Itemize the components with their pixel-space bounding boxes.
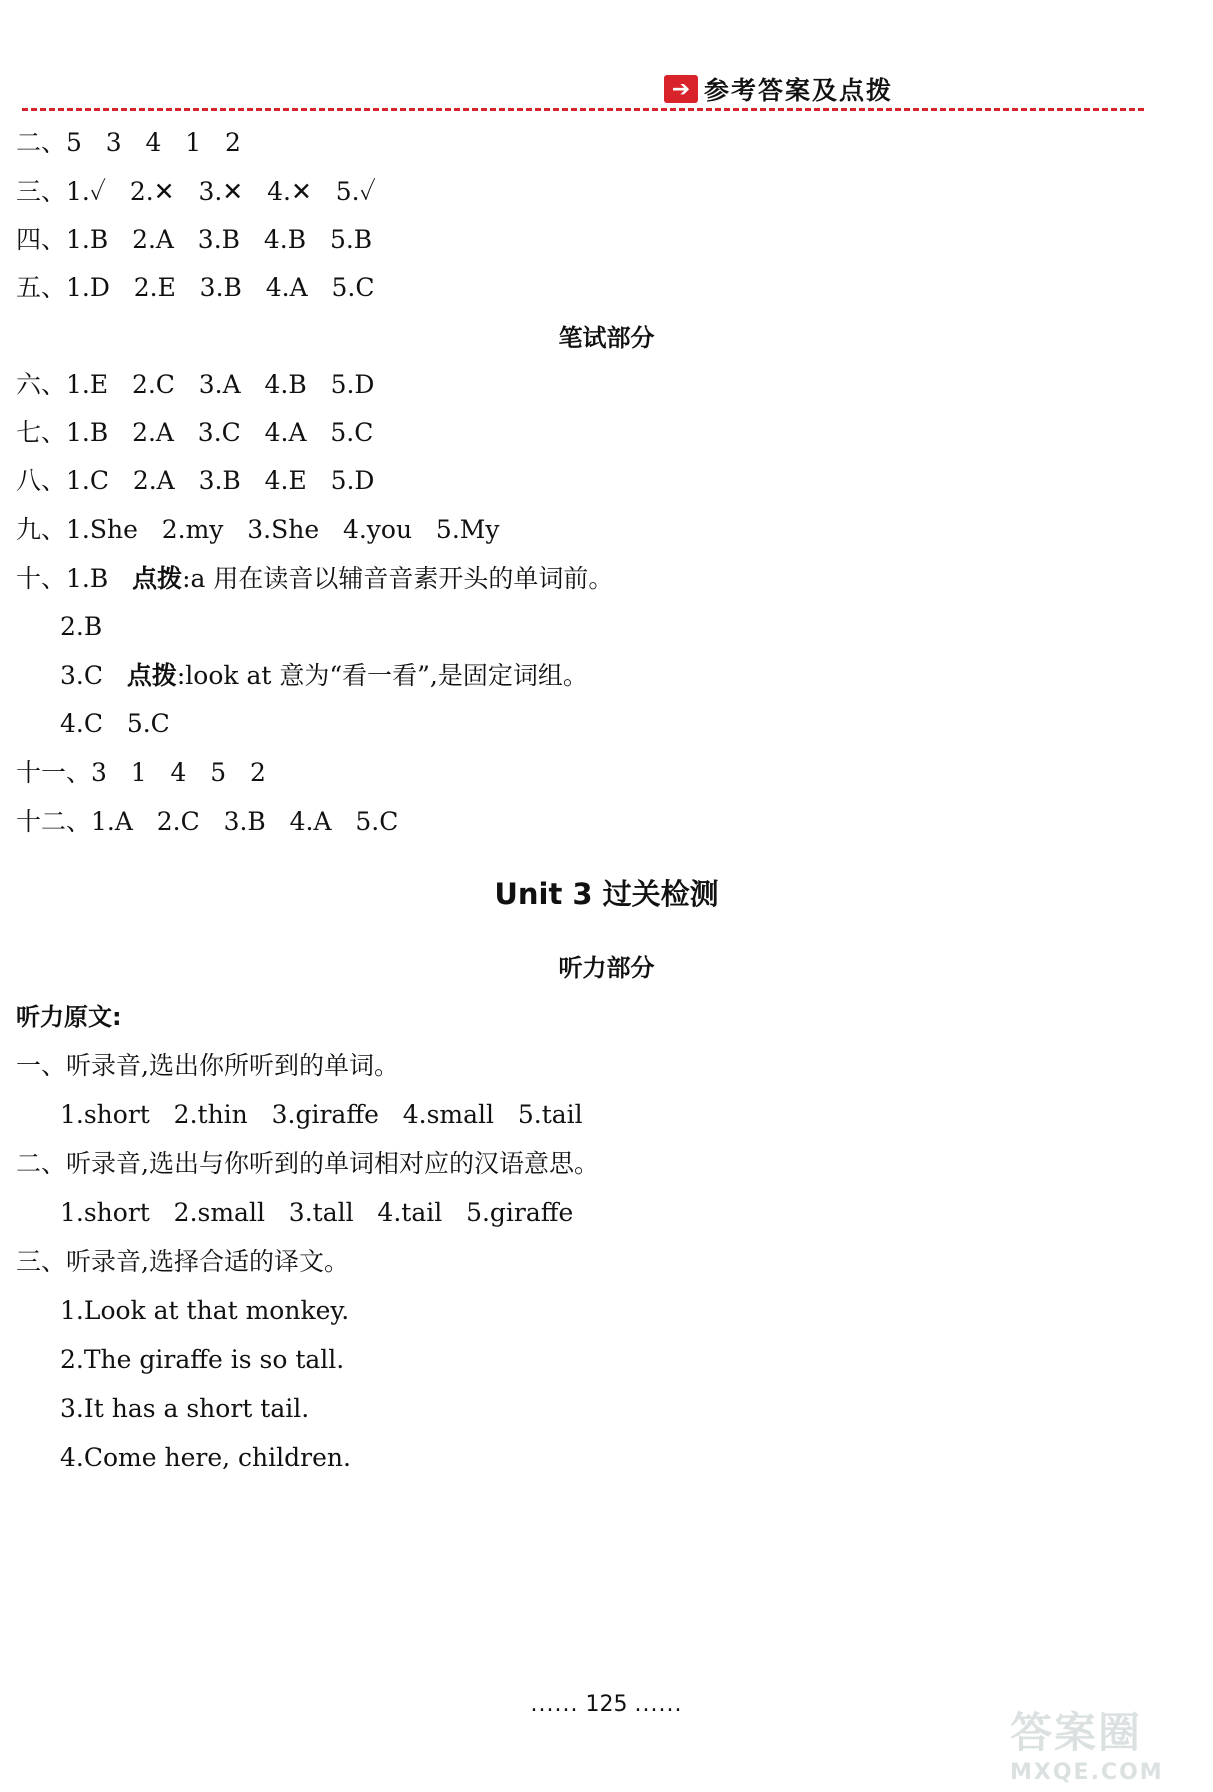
answer-line: 二、5 3 4 1 2 — [16, 128, 241, 157]
page-header — [0, 72, 1213, 112]
transcript-line: 4.Come here, children. — [60, 1443, 351, 1472]
answer-line: 三、1.✓ 2.✕ 3.✕ 4.✕ 5.✓ — [16, 177, 376, 206]
transcript-label: 听力原文: — [16, 1003, 122, 1031]
arrow-right-icon: ➔ — [664, 75, 698, 103]
header-title-group — [660, 72, 903, 106]
answer-text: 十、1.B — [16, 564, 133, 593]
transcript-line: 1.Look at that monkey. — [60, 1296, 350, 1325]
hint-label: 点拨 — [126, 661, 177, 690]
answer-line: 4.C 5.C — [60, 709, 170, 738]
section-heading: 听力部分 — [558, 954, 655, 982]
unit-title: Unit 3 过关检测 — [494, 877, 719, 911]
watermark-logo-text: 答案圈 — [1010, 1708, 1143, 1757]
answer-line-with-hint — [60, 659, 588, 693]
transcript-line: 1.short 2.small 3.tall 4.tail 5.giraffe — [60, 1198, 574, 1227]
answer-line: 八、1.C 2.A 3.B 4.E 5.D — [16, 466, 375, 495]
watermark-url: MXQE.COM — [1010, 1760, 1164, 1785]
question-line: 三、听录音,选择合适的译文。 — [16, 1247, 349, 1276]
page-number: 125 — [585, 1692, 628, 1717]
answer-line: 十一、3 1 4 5 2 — [16, 758, 266, 787]
footer-dots-left: ...... — [530, 1692, 579, 1717]
hint-label: 点拨 — [132, 564, 183, 593]
answer-line: 七、1.B 2.A 3.C 4.A 5.C — [16, 418, 374, 447]
hint-text: :a 用在读音以辅音音素开头的单词前。 — [182, 564, 614, 593]
answer-line: 十二、1.A 2.C 3.B 4.A 5.C — [16, 807, 399, 836]
answer-line-with-hint — [16, 562, 613, 596]
answer-line: 五、1.D 2.E 3.B 4.A 5.C — [16, 273, 375, 302]
answer-line: 2.B — [60, 612, 103, 641]
question-line: 二、听录音,选出与你听到的单词相对应的汉语意思。 — [16, 1149, 599, 1178]
transcript-line: 2.The giraffe is so tall. — [60, 1345, 345, 1374]
header-dashed-rule — [22, 108, 1144, 111]
footer-dots-right: ...... — [634, 1692, 683, 1717]
answer-line: 四、1.B 2.A 3.B 4.B 5.B — [16, 225, 373, 254]
answer-line: 六、1.E 2.C 3.A 4.B 5.D — [16, 370, 375, 399]
section-heading: 笔试部分 — [558, 324, 655, 352]
hint-text: :look at 意为“看一看”,是固定词组。 — [176, 661, 588, 690]
answer-text: 3.C — [60, 661, 127, 690]
transcript-line: 3.It has a short tail. — [60, 1394, 310, 1423]
transcript-line: 1.short 2.thin 3.giraffe 4.small 5.tail — [60, 1100, 583, 1129]
site-watermark — [1010, 1700, 1200, 1785]
header-title: 参考答案及点拨 — [704, 76, 894, 105]
question-line: 一、听录音,选出你所听到的单词。 — [16, 1051, 399, 1080]
answer-line: 九、1.She 2.my 3.She 4.you 5.My — [16, 515, 500, 544]
